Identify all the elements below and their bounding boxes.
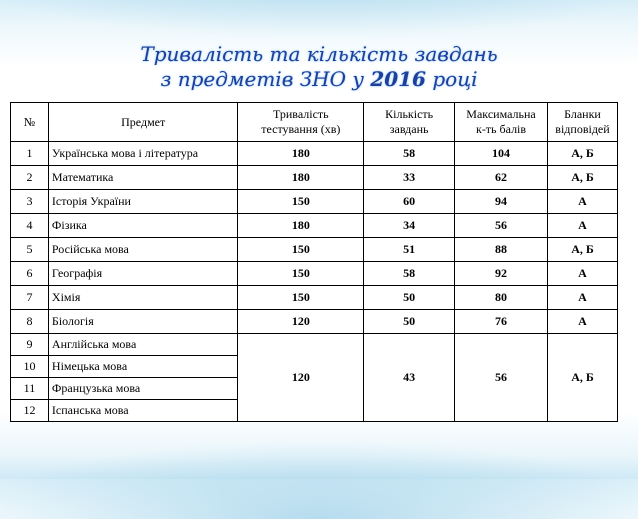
row-subject: Фізика (48, 214, 238, 238)
decorative-top-swoosh (0, 0, 638, 40)
row-forms: А, Б (547, 166, 617, 190)
row-num: 8 (11, 310, 49, 334)
row-max-score: 94 (455, 190, 548, 214)
row-subject: Географія (48, 262, 238, 286)
row-forms: А, Б (547, 238, 617, 262)
row-num: 2 (11, 166, 49, 190)
header-max-line-1: Максимальна (466, 107, 536, 121)
header-max-score (455, 103, 548, 142)
row-num: 12 (11, 400, 49, 422)
header-tasks-line-2: завдань (389, 122, 429, 136)
header-tasks-line-1: Кількість (385, 107, 434, 121)
row-duration: 120 (238, 310, 364, 334)
header-num: № (11, 103, 49, 142)
table-row (11, 310, 618, 334)
row-subject: Математика (48, 166, 238, 190)
row-tasks: 58 (364, 142, 455, 166)
slide-title-line-2 (0, 67, 638, 91)
title-year: 2016 (370, 67, 426, 91)
languages-tasks: 43 (364, 334, 455, 422)
row-tasks: 51 (364, 238, 455, 262)
row-num: 5 (11, 238, 49, 262)
row-max-score: 92 (455, 262, 548, 286)
row-num: 4 (11, 214, 49, 238)
row-max-score: 104 (455, 142, 548, 166)
row-num: 1 (11, 142, 49, 166)
table-row (11, 214, 618, 238)
title-line-1-text: Тривалість та кількість завдань (140, 42, 498, 66)
header-tasks (364, 103, 455, 142)
row-duration: 180 (238, 142, 364, 166)
row-subject: Німецька мова (48, 356, 238, 378)
header-answer-forms (547, 103, 617, 142)
languages-forms: А, Б (547, 334, 617, 422)
header-duration (238, 103, 364, 142)
row-tasks: 33 (364, 166, 455, 190)
title-line-2-suffix: році (432, 67, 478, 91)
row-max-score: 88 (455, 238, 548, 262)
row-num: 7 (11, 286, 49, 310)
languages-duration: 120 (238, 334, 364, 422)
row-forms: А (547, 310, 617, 334)
row-duration: 180 (238, 214, 364, 238)
row-duration: 180 (238, 166, 364, 190)
header-forms-line-1: Бланки (564, 107, 601, 121)
row-num: 9 (11, 334, 49, 356)
languages-max-score: 56 (455, 334, 548, 422)
zno-subjects-table (10, 102, 618, 422)
row-subject: Біологія (48, 310, 238, 334)
header-duration-line-1: Тривалість (273, 107, 329, 121)
row-num: 10 (11, 356, 49, 378)
row-forms: А (547, 262, 617, 286)
title-line-2-prefix: з предметів ЗНО у (160, 67, 364, 91)
row-subject: Українська мова і література (48, 142, 238, 166)
header-subject: Предмет (48, 103, 238, 142)
table-row (11, 238, 618, 262)
header-forms-line-2: відповідей (555, 122, 610, 136)
row-num: 11 (11, 378, 49, 400)
row-subject: Хімія (48, 286, 238, 310)
row-num: 3 (11, 190, 49, 214)
row-tasks: 58 (364, 262, 455, 286)
row-subject: Англійська мова (48, 334, 238, 356)
row-subject: Французька мова (48, 378, 238, 400)
row-forms: А (547, 214, 617, 238)
row-duration: 150 (238, 262, 364, 286)
table-row (11, 166, 618, 190)
decorative-bottom-swoosh (0, 439, 638, 519)
table-row (11, 334, 618, 356)
header-max-line-2: к-ть балів (475, 122, 527, 136)
row-subject: Історія України (48, 190, 238, 214)
row-num: 6 (11, 262, 49, 286)
row-forms: А, Б (547, 142, 617, 166)
row-forms: А (547, 190, 617, 214)
row-max-score: 76 (455, 310, 548, 334)
slide-title-line-1 (0, 42, 638, 66)
row-max-score: 56 (455, 214, 548, 238)
row-tasks: 50 (364, 286, 455, 310)
row-duration: 150 (238, 238, 364, 262)
row-subject: Російська мова (48, 238, 238, 262)
row-duration: 150 (238, 286, 364, 310)
row-max-score: 80 (455, 286, 548, 310)
table-row (11, 142, 618, 166)
row-tasks: 50 (364, 310, 455, 334)
row-subject: Іспанська мова (48, 400, 238, 422)
table-row (11, 262, 618, 286)
table-row (11, 286, 618, 310)
row-max-score: 62 (455, 166, 548, 190)
row-tasks: 60 (364, 190, 455, 214)
table-header-row (11, 103, 618, 142)
row-tasks: 34 (364, 214, 455, 238)
header-duration-line-2: тестування (хв) (261, 122, 341, 136)
row-forms: А (547, 286, 617, 310)
row-duration: 150 (238, 190, 364, 214)
table-row (11, 190, 618, 214)
